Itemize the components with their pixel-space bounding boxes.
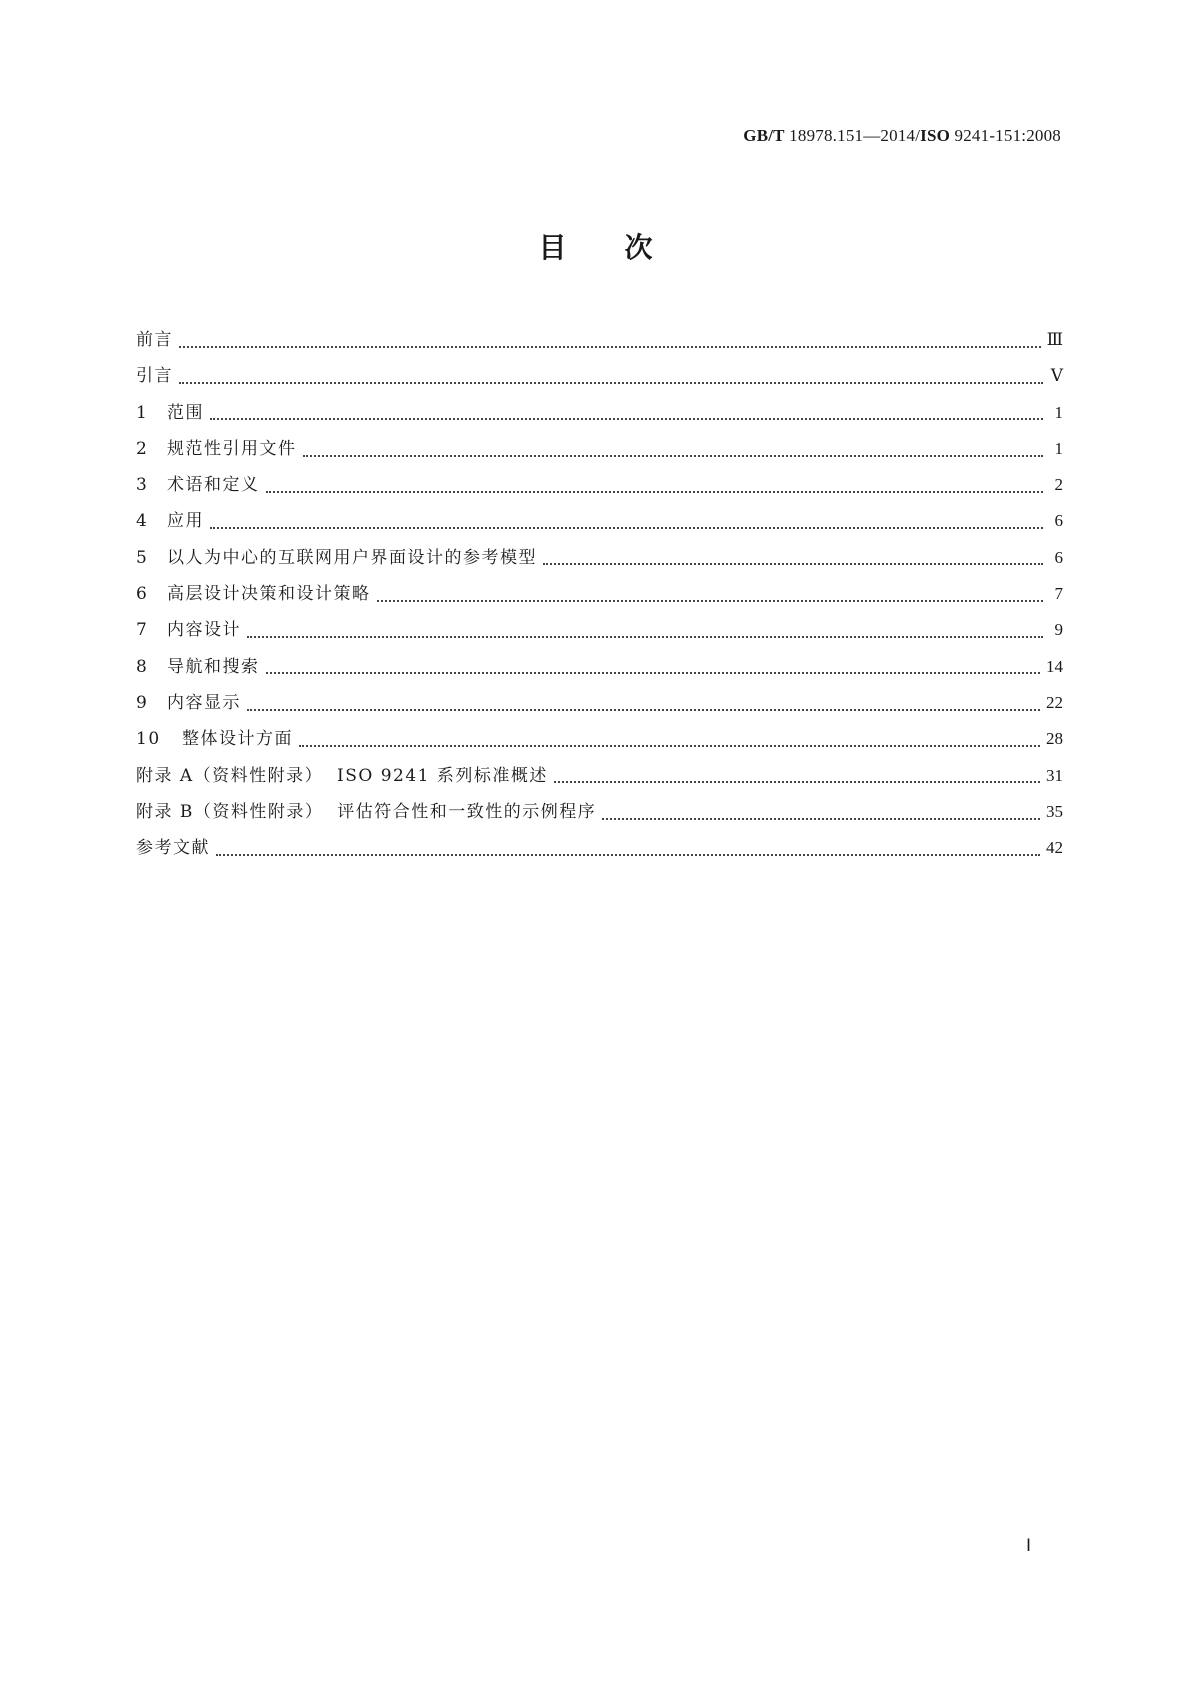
toc-dot-leader: [303, 454, 1044, 457]
toc-entry-title: 内容设计: [167, 620, 241, 641]
toc-entry-title: 术语和定义: [167, 475, 260, 496]
toc-entry-label: [136, 398, 204, 423]
toc-entry-number: 10: [136, 729, 161, 750]
toc-entry-title: 附录 B（资料性附录） 评估符合性和一致性的示例程序: [136, 801, 597, 822]
toc-entry[interactable]: [136, 797, 1063, 833]
toc-entry-title: 引言: [136, 366, 173, 387]
toc-entry[interactable]: [136, 833, 1063, 869]
toc-dot-leader: [554, 780, 1040, 783]
toc-entry-label: [136, 325, 173, 350]
toc-entry[interactable]: [136, 506, 1063, 542]
toc-entry[interactable]: [136, 361, 1063, 397]
toc-entry-page: 31: [1046, 765, 1063, 785]
toc-dot-leader: [377, 599, 1044, 602]
toc-entry-number: 1: [136, 402, 149, 423]
toc-entry-title: 以人为中心的互联网用户界面设计的参考模型: [167, 547, 537, 568]
toc-entry[interactable]: [136, 543, 1063, 579]
toc-entry-number: 3: [136, 475, 149, 496]
toc-entry-page: 28: [1046, 729, 1063, 749]
toc-entry-label: [136, 361, 173, 386]
toc-dot-leader: [266, 671, 1041, 674]
toc-entry-page: 1: [1054, 402, 1063, 422]
toc-entry-title: 内容显示: [167, 692, 241, 713]
page-title: 目次: [538, 231, 711, 264]
document-header: [743, 126, 1061, 146]
toc-entry-page: 42: [1046, 838, 1063, 858]
toc-entry-page: 6: [1054, 547, 1063, 567]
toc-entry-number: 4: [136, 511, 149, 532]
toc-entry-title: 附录 A（资料性附录） ISO 9241 系列标准概述: [136, 765, 548, 786]
toc-entry[interactable]: [136, 325, 1063, 361]
toc-dot-leader: [179, 381, 1043, 384]
toc-entry-number: 9: [136, 692, 149, 713]
header-standard-number: 18978.151—2014/: [789, 126, 921, 145]
toc-entry-title: 规范性引用文件: [167, 438, 297, 459]
toc-dot-leader: [266, 490, 1044, 493]
toc-entry[interactable]: [136, 652, 1063, 688]
toc-entry-label: [136, 761, 548, 786]
header-standard-prefix: GB/T: [743, 126, 785, 145]
toc-entry-label: [136, 797, 596, 822]
toc-dot-leader: [210, 417, 1043, 420]
toc-entry-page: 9: [1054, 620, 1063, 640]
toc-entry[interactable]: [136, 761, 1063, 797]
toc-entry-title: 导航和搜索: [167, 656, 260, 677]
toc-entry-number: 5: [136, 547, 149, 568]
toc-entry[interactable]: [136, 615, 1063, 651]
toc-entry-page: 2: [1054, 475, 1063, 495]
toc-entry-page: Ⅴ: [1050, 366, 1063, 386]
toc-dot-leader: [216, 853, 1040, 856]
toc-entry-number: 6: [136, 584, 149, 605]
toc-entry-page: 35: [1046, 801, 1063, 821]
toc-dot-leader: [179, 345, 1041, 348]
footer-page-number: Ⅰ: [1025, 1536, 1031, 1555]
toc-dot-leader: [210, 526, 1043, 529]
toc-entry-label: [136, 833, 210, 858]
toc-dot-leader: [247, 635, 1043, 638]
toc-entry-title: 高层设计决策和设计策略: [167, 584, 371, 605]
toc-dot-leader: [299, 744, 1040, 747]
toc-dot-leader: [247, 708, 1040, 711]
toc-entry-title: 范围: [167, 402, 204, 423]
header-iso-prefix: ISO: [920, 126, 951, 145]
toc-entry[interactable]: [136, 688, 1063, 724]
toc-entry-title: 应用: [167, 511, 204, 532]
toc-entry[interactable]: [136, 434, 1063, 470]
toc-entry-label: [136, 543, 537, 568]
toc-entry-number: 2: [136, 438, 149, 459]
toc-entry[interactable]: [136, 579, 1063, 615]
toc-entry-title: 参考文献: [136, 838, 210, 859]
toc-entry-label: [136, 579, 371, 604]
toc-entry-page: 14: [1046, 656, 1063, 676]
toc-entry-page: 22: [1046, 692, 1063, 712]
toc-entry-title: 整体设计方面: [182, 729, 293, 750]
toc-entry-number: 8: [136, 656, 149, 677]
toc-entry-label: [136, 506, 204, 531]
toc-entry-label: [136, 434, 297, 459]
toc-entry-page: 6: [1054, 511, 1063, 531]
toc-entry-page: 1: [1054, 438, 1063, 458]
toc-dot-leader: [602, 817, 1040, 820]
toc-dot-leader: [543, 562, 1043, 565]
toc-entry-page: Ⅲ: [1046, 330, 1063, 349]
table-of-contents: [136, 325, 1063, 869]
toc-entry-label: [136, 615, 241, 640]
toc-entry[interactable]: [136, 470, 1063, 506]
toc-entry[interactable]: [136, 398, 1063, 434]
toc-entry-label: [136, 652, 260, 677]
toc-entry-label: [136, 470, 260, 495]
toc-entry-label: [136, 688, 241, 713]
toc-entry-label: [136, 724, 293, 749]
header-iso-number: 9241-151:2008: [954, 126, 1061, 145]
toc-entry-title: 前言: [136, 330, 173, 350]
toc-entry[interactable]: [136, 724, 1063, 760]
toc-entry-number: 7: [136, 620, 149, 641]
toc-entry-page: 7: [1054, 584, 1063, 604]
